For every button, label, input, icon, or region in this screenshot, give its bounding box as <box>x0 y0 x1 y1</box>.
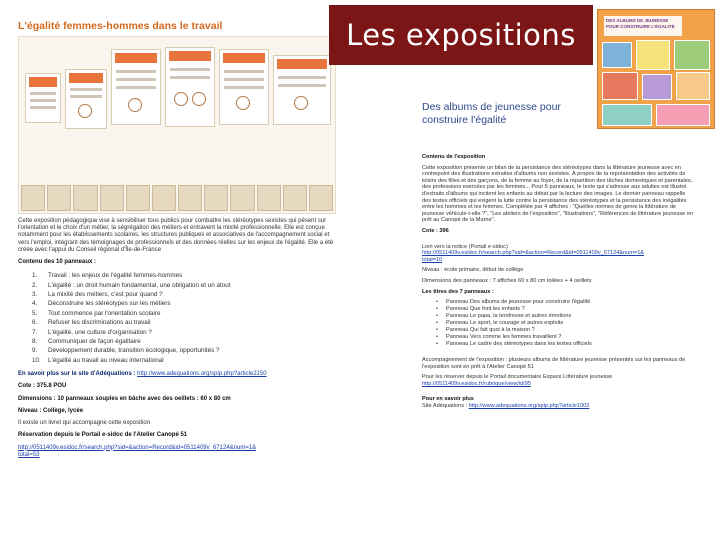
right-dimensions: Dimensions des panneaux : 7 affiches 60 x 80 cm toilées + 4 oeillets <box>422 277 592 284</box>
reserve-block: Pour les réserver depuis le Portail documentaire Espace Littérature jeunesse http://0511409v.esidoc.fr/rubrique/view/id/95 <box>422 374 613 387</box>
more-info-line: En savoir plus sur le site d'Adéquations : http://www.adequations.org/spip.php?article2150 <box>18 371 267 378</box>
panel-title-item: • Panneau Qui fait quoi à la maison ? <box>436 327 694 334</box>
left-dimensions: Dimensions : 10 panneaux souples en bâche avec des oeillets : 60 x 80 cm <box>18 395 231 402</box>
notice-link-cont[interactable]: total=10 <box>422 256 443 263</box>
exhibition-intro: Cette exposition pédagogique vise à sensibiliser tous publics pour combattre les stéréotypes sexistes qui pèsent sur l'orientation et le choix d'un métier, la ségrégation des métiers et entravent la mixité professionnelle. Elle est conçue notamment pour les établissements scolaires, les structures publiques et associatives de l'accompagnement social et vers l'emploi, intégrant des témoignages de professionnels et des données réelles sur les enjeux de l'égalité. Elle a été créée avec l'appui du Conseil régional d'Île-de-France <box>18 218 334 253</box>
panel-title-item: • Panneau Des albums de jeunesse pour construire l'égalité <box>436 299 694 306</box>
panel-item: 5. Tout commence par l'orientation scolaire <box>32 309 161 317</box>
booklet-note: Il existe un livret qui accompagne cette exposition <box>18 420 151 427</box>
album-cover-image <box>597 9 715 129</box>
left-document-page <box>18 20 336 520</box>
accompaniment-text: Accompagnement de l'exposition : plusieurs albums de littérature jeunesse présentés sur les panneaux de l'exposition sont en prêt à l'Atelier Canopé 51 <box>422 357 686 370</box>
cover-illustration <box>602 72 638 100</box>
notice-block: Lien vers la notice (Portail e-sidoc) http://0511409v.esidoc.fr/search.php?sid=&action=Record&id=0511409v_67124&num=1& total=10 <box>422 243 645 263</box>
panel-item: 7. L'égalité, une culture d'organisation ? <box>32 328 152 336</box>
panel-title-item: • Panneau Le papa, la tendresse et autres émotions <box>436 313 694 320</box>
cover-illustration <box>602 42 632 68</box>
cover-illustration <box>676 72 710 100</box>
reserve-link[interactable]: http://0511409v.esidoc.fr/rubrique/view/id/95 <box>422 380 531 387</box>
esidoc-reservation-link-cont[interactable]: total=53 <box>18 451 40 458</box>
poster-thumbnail <box>65 69 107 129</box>
panel-item: 8. Communiquer de façon égalitaire <box>32 338 141 346</box>
slide-title: Les expositions <box>346 18 576 52</box>
esidoc-reservation-link[interactable]: http://0511409v.esidoc.fr/search.php?sid=&action=Record&id=0511409v_67124&num=1& <box>18 444 257 451</box>
cover-illustration <box>636 40 670 70</box>
poster-thumbnail <box>25 73 61 123</box>
panel-title-item: • Panneau Le cadre des stéréotypes dans les textes officiels <box>436 341 694 348</box>
left-cote: Cote : 375.8 POU <box>18 383 67 390</box>
poster-thumbnail <box>273 55 331 125</box>
poster-thumbnail <box>111 49 161 125</box>
panel-item: 6. Refuser les discriminations au travail <box>32 319 151 327</box>
panel-item: 3. La mixité des métiers, c'est pour quand ? <box>32 291 163 299</box>
panel-item: 2. L'égalité : un droit humain fondamental, une obligation et un atout <box>32 281 231 289</box>
left-document-body <box>18 218 336 464</box>
cover-illustration <box>602 104 652 126</box>
panel-list <box>32 271 336 365</box>
adequations-link[interactable]: http://www.adequations.org/spip.php?article2150 <box>137 371 267 378</box>
poster-thumbnail <box>219 49 269 125</box>
left-niveau: Niveau : Collège, lycée <box>18 407 84 414</box>
right-document-title: Des albums de jeunesse pour construire l'égalité <box>422 101 561 126</box>
cover-illustration <box>656 104 710 126</box>
panel-title-item: • Panneau Le sport, le courage et autres exploits <box>436 320 694 327</box>
poster-thumbnail <box>165 47 215 127</box>
exhibition-description: Cette exposition présente un bilan de la persistance des stéréotypes dans la littérature jeunesse avec en contrepoint des illustrations extraites d'albums non sexistes. À propos de la représentation des activités de loisirs des filles et des garçons, de la femme au foyer, de la répartition des tâches domestiques et parentales, des professions exercées par les femmes... Pour 5 panneaux, le texte qui s'adresse aux adultes est illustré d'extraits d'albums qui incitent les enfants au débat par la lecture des images. Le dernier panneau rappelle des textes officiels qui exigent la lutte contre la persistance des stéréotypes et la persistance des inégalités entre les hommes et les femmes. Complétée par 4 affiches : "Quelles normes de genre la littérature de jeunesse véhicule-t-elle ?", "Les ateliers de l'exposition", "Illustrations", "Références de littérature jeunesse en prêt au Canopé de la Marne". <box>422 164 694 224</box>
panel-item: 4. Déconstruire les stéréotypes sur les métiers <box>32 300 171 308</box>
right-document-body <box>422 154 694 414</box>
panel-title-item: • Panneau Que font les enfants ? <box>436 306 694 313</box>
reservation-link-line <box>18 445 336 459</box>
right-cote: Cote : 396 <box>422 227 449 234</box>
more-info-block: Pour en savoir plus Site Adéquations : http://www.adequations.org/spip.php?article1003 <box>422 396 590 410</box>
title-banner <box>329 5 593 65</box>
panel-item: 1. Travail : les enjeux de l'égalité femmes-hommes <box>32 272 183 280</box>
cover-title-box: DES ALBUMS DE JEUNESSE POUR CONSTRUIRE L'ÉGALITÉ <box>604 16 682 36</box>
panel-title-item: • Panneau Vers comme les femmes travaillent ? <box>436 334 694 341</box>
panel-item: 10. L'égalité au travail au niveau international <box>32 356 164 364</box>
left-document-title: L'égalité femmes-hommes dans le travail <box>18 20 223 32</box>
poster-strip <box>21 185 333 211</box>
cover-illustration <box>642 74 672 100</box>
reservation-label: Réservation depuis le Portail e-sidoc de l'Atelier Canopé 51 <box>18 432 188 439</box>
titles-label: Les titres des 7 panneaux : <box>422 288 494 295</box>
panel-item: 9. Développement durable, transition écologique, opportunités ? <box>32 347 220 355</box>
contents-heading: Contenu des 10 panneaux : <box>18 259 97 266</box>
right-niveau: Niveau : école primaire, début de collège <box>422 267 524 274</box>
exhibition-posters-image <box>18 36 336 214</box>
adequations-right-link[interactable]: http://www.adequations.org/spip.php?article1003 <box>468 403 590 410</box>
panel-titles-list <box>436 299 694 348</box>
content-label: Contenu de l'exposition <box>422 154 486 160</box>
notice-link[interactable]: http://0511409v.esidoc.fr/search.php?sid=&action=Record&id=0511409v_67124&num=1& <box>422 250 645 257</box>
cover-illustration <box>674 40 710 70</box>
